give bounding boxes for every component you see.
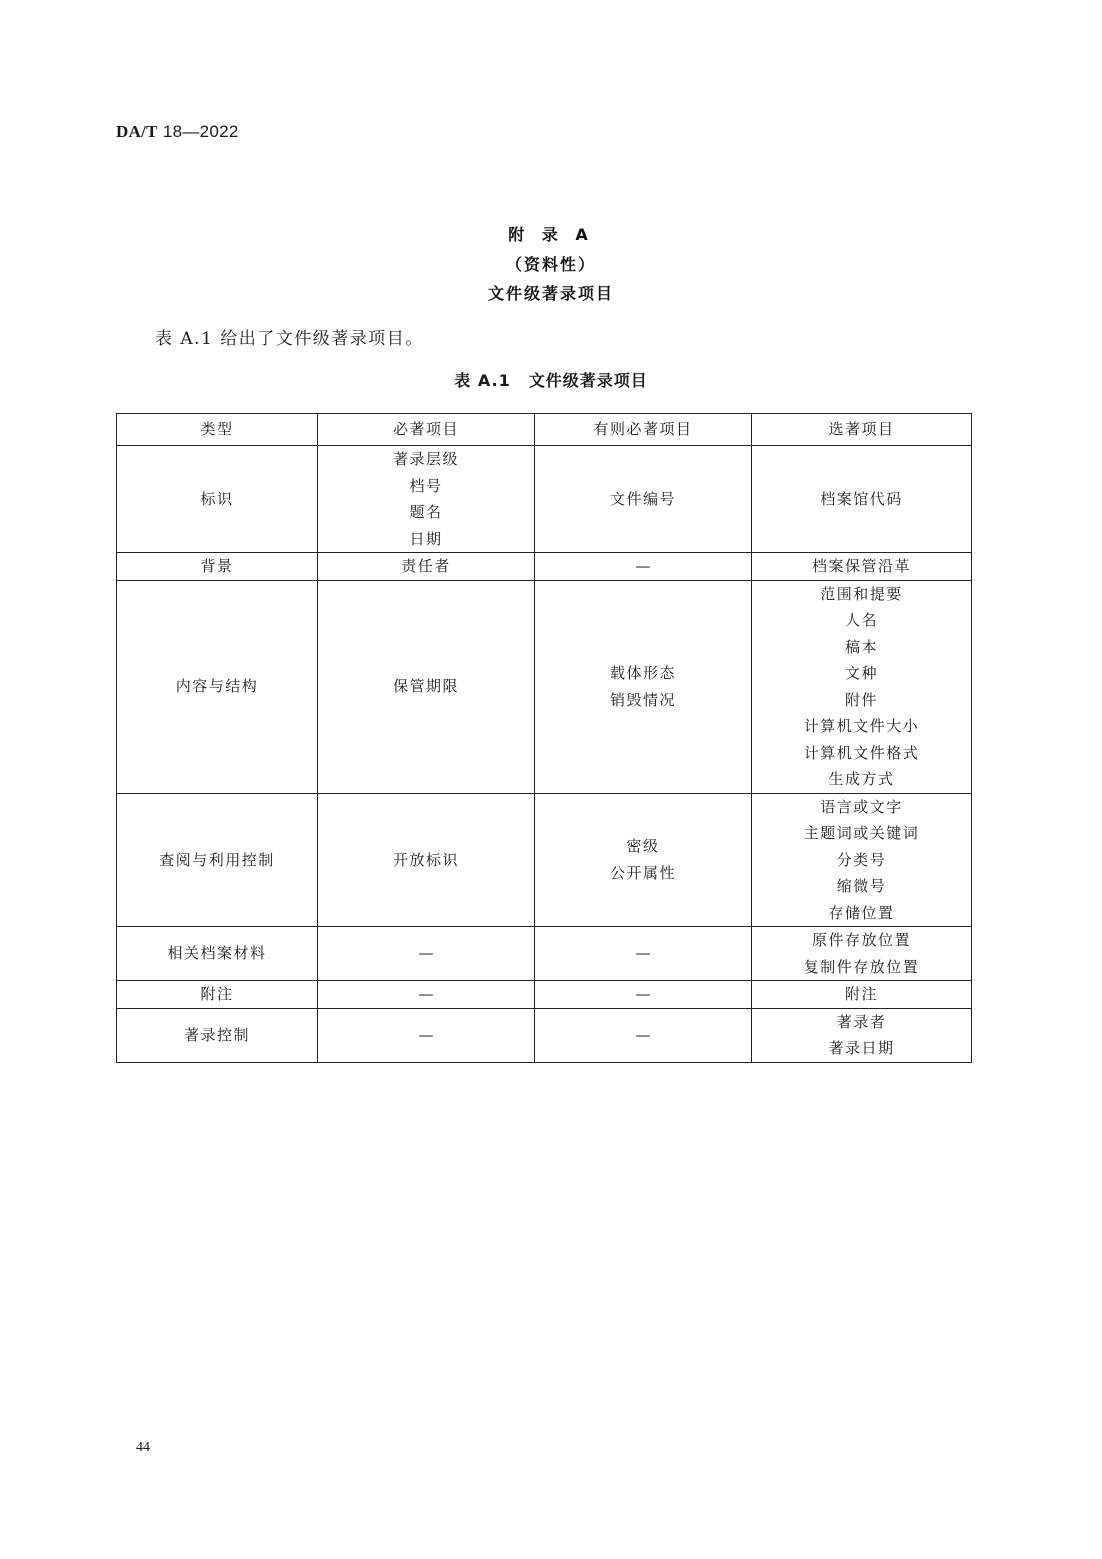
type-cell: 相关档案材料 [117, 927, 318, 981]
item-entry: 日期 [409, 529, 443, 548]
required-items-cell [318, 793, 535, 927]
item-entry: 主题词或关键词 [803, 824, 920, 842]
empty-dash: — [635, 1025, 651, 1044]
optional-items-cell [752, 1008, 972, 1062]
page-number: 44 [136, 1440, 150, 1455]
item-entry: 附注 [844, 985, 878, 1003]
table-row [117, 981, 972, 1009]
optional-items-cell [752, 981, 972, 1009]
table-row [117, 793, 972, 927]
item-entry: 档号 [409, 476, 443, 495]
table-body [117, 446, 972, 1063]
table-row [117, 553, 972, 581]
standard-code [116, 122, 239, 142]
type-cell: 附注 [117, 981, 318, 1009]
table-header-row [117, 414, 972, 446]
empty-dash: — [418, 944, 434, 963]
appendix-subject: 文件级著录项目 [487, 284, 614, 303]
item-entry: 档案馆代码 [820, 489, 903, 508]
table-caption [0, 368, 1102, 391]
item-entry: 文件编号 [609, 489, 676, 508]
conditional-items-cell [535, 793, 752, 927]
conditional-items-cell [535, 1008, 752, 1062]
appendix-nature: （资料性） [505, 255, 596, 274]
empty-dash: — [635, 557, 651, 575]
optional-items-cell [752, 927, 972, 981]
item-entry: 题名 [409, 503, 443, 521]
item-entry: 档案保管沿革 [811, 557, 911, 575]
type-cell: 著录控制 [117, 1008, 318, 1062]
item-entry: 保管期限 [392, 677, 459, 696]
appendix-title: 附 录 A [508, 225, 594, 244]
optional-items-cell [752, 553, 972, 581]
type-cell: 查阅与利用控制 [117, 793, 318, 927]
empty-dash: — [418, 1025, 434, 1044]
item-entry: 语言或文字 [820, 797, 903, 816]
item-entry: 密级 [626, 837, 660, 856]
item-entry: 开放标识 [392, 850, 459, 869]
optional-items-cell [752, 446, 972, 553]
table-row [117, 1008, 972, 1062]
table-caption-title: 文件级著录项目 [528, 371, 648, 390]
required-items-cell [318, 446, 535, 553]
item-entry: 附件 [844, 690, 878, 709]
conditional-items-cell [535, 981, 752, 1009]
item-entry: 范围和提要 [820, 584, 903, 603]
column-header-required: 必著项目 [318, 414, 535, 446]
column-header-optional: 选著项目 [752, 414, 972, 446]
item-entry: 人名 [844, 611, 878, 629]
item-entry: 原件存放位置 [811, 931, 911, 949]
item-entry: 复制件存放位置 [803, 957, 920, 976]
catalog-items-table [116, 413, 972, 1063]
item-entry: 文种 [844, 664, 878, 682]
item-entry: 存储位置 [828, 903, 895, 922]
table-row [117, 580, 972, 793]
empty-dash: — [418, 985, 434, 1003]
item-entry: 稿本 [844, 637, 878, 656]
item-entry: 公开属性 [609, 863, 676, 882]
conditional-items-cell [535, 446, 752, 553]
column-header-type: 类型 [117, 414, 318, 446]
required-items-cell [318, 580, 535, 793]
item-entry: 生成方式 [828, 770, 895, 788]
column-header-conditional: 有则必著项目 [535, 414, 752, 446]
table-row [117, 446, 972, 553]
conditional-items-cell [535, 580, 752, 793]
item-entry: 责任者 [401, 557, 451, 575]
conditional-items-cell [535, 553, 752, 581]
item-entry: 著录层级 [392, 450, 459, 468]
standard-suffix: 18—2022 [157, 122, 239, 141]
intro-paragraph: 表 A.1 给出了文件级著录项目。 [155, 329, 424, 349]
optional-items-cell [752, 793, 972, 927]
required-items-cell [318, 927, 535, 981]
optional-items-cell [752, 580, 972, 793]
required-items-cell [318, 981, 535, 1009]
type-cell: 内容与结构 [117, 580, 318, 793]
required-items-cell [318, 1008, 535, 1062]
item-entry: 分类号 [836, 850, 887, 869]
item-entry: 缩微号 [836, 877, 887, 895]
empty-dash: — [635, 944, 651, 963]
item-entry: 载体形态 [609, 664, 676, 682]
item-entry: 著录者 [836, 1012, 887, 1031]
item-entry: 计算机文件大小 [803, 717, 920, 735]
table-row [117, 927, 972, 981]
item-entry: 计算机文件格式 [803, 743, 920, 762]
type-cell: 背景 [117, 553, 318, 581]
empty-dash: — [635, 985, 651, 1003]
type-cell: 标识 [117, 446, 318, 553]
conditional-items-cell [535, 927, 752, 981]
item-entry: 销毁情况 [609, 690, 676, 709]
item-entry: 著录日期 [828, 1039, 895, 1057]
standard-prefix: DA/T [116, 122, 158, 141]
required-items-cell [318, 553, 535, 581]
table-caption-number: 表 A.1 [454, 371, 511, 390]
